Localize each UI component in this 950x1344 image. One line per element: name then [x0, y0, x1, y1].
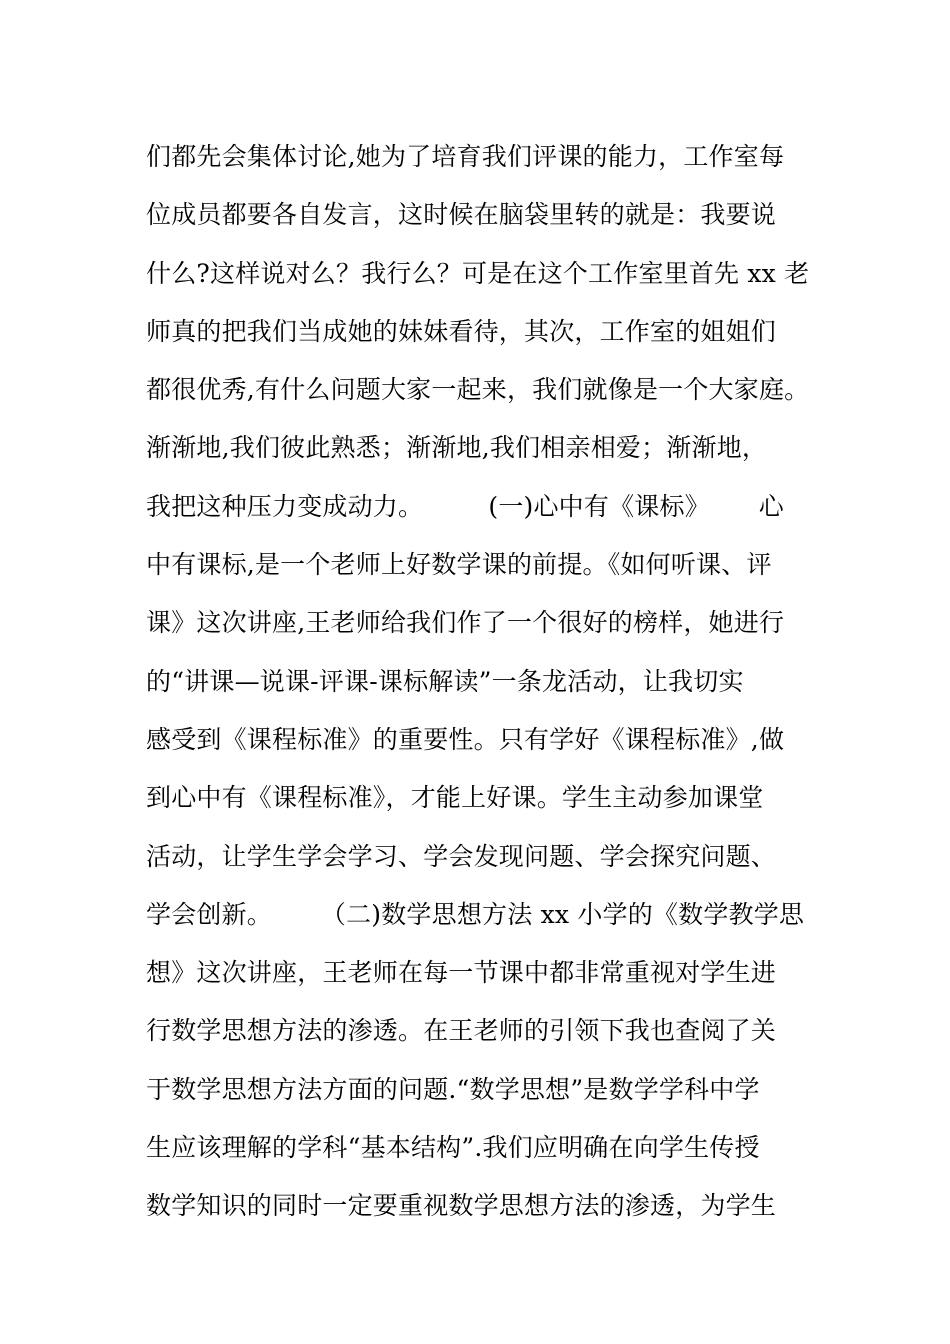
body-text — [146, 128, 846, 1236]
text-line: 课》这次讲座,王老师给我们作了一个很好的榜样，她进行 — [146, 608, 785, 638]
text-line: 于数学思想方法方面的问题.“数学思想”是数学学科中学 — [146, 1074, 760, 1104]
text-line: 数学知识的同时一定要重视数学思想方法的渗透，为学生 — [146, 1191, 777, 1221]
text-line: 位成员都要各自发言，这时候在脑袋里转的就是：我要说 — [146, 200, 777, 230]
text-line: 我把这种压力变成动力。 (一)心中有《课标》 心 — [146, 491, 784, 521]
text-line: 行数学思想方法的渗透。在王老师的引领下我也查阅了关 — [146, 1016, 777, 1046]
text-line: 感受到《课程标准》的重要性。只有学好《课程标准》,做 — [146, 724, 785, 754]
text-line: 学会创新。 （二)数学思想方法 xx 小学的《数学教学思 — [146, 899, 805, 929]
text-line: 都很优秀,有什么问题大家一起来，我们就像是一个大家庭。 — [146, 375, 810, 405]
text-line: 师真的把我们当成她的妹妹看待，其次，工作室的姐姐们 — [146, 316, 777, 346]
text-line: 到心中有《课程标准》，才能上好课。学生主动参加课堂 — [146, 783, 764, 813]
text-line: 活动，让学生学会学习、学会发现问题、学会探究问题、 — [146, 841, 777, 871]
text-line: 们都先会集体讨论,她为了培育我们评课的能力，工作室每 — [146, 142, 785, 171]
text-line: 渐渐地,我们彼此熟悉；渐渐地,我们相亲相爱；渐渐地， — [146, 433, 768, 463]
text-line: 的“讲课—说课-评课-课标解读”一条龙活动，让我切实 — [146, 666, 744, 696]
text-line: 生应该理解的学科“基本结构”.我们应明确在向学生传授 — [146, 1133, 760, 1163]
text-line: 什么?这样说对么？我行么？可是在这个工作室里首先 xx 老 — [146, 258, 810, 288]
text-line: 中有课标,是一个老师上好数学课的前提。《如何听课、评 — [146, 550, 772, 580]
text-line: 想》这次讲座，王老师在每一节课中都非常重视对学生进 — [146, 958, 777, 988]
